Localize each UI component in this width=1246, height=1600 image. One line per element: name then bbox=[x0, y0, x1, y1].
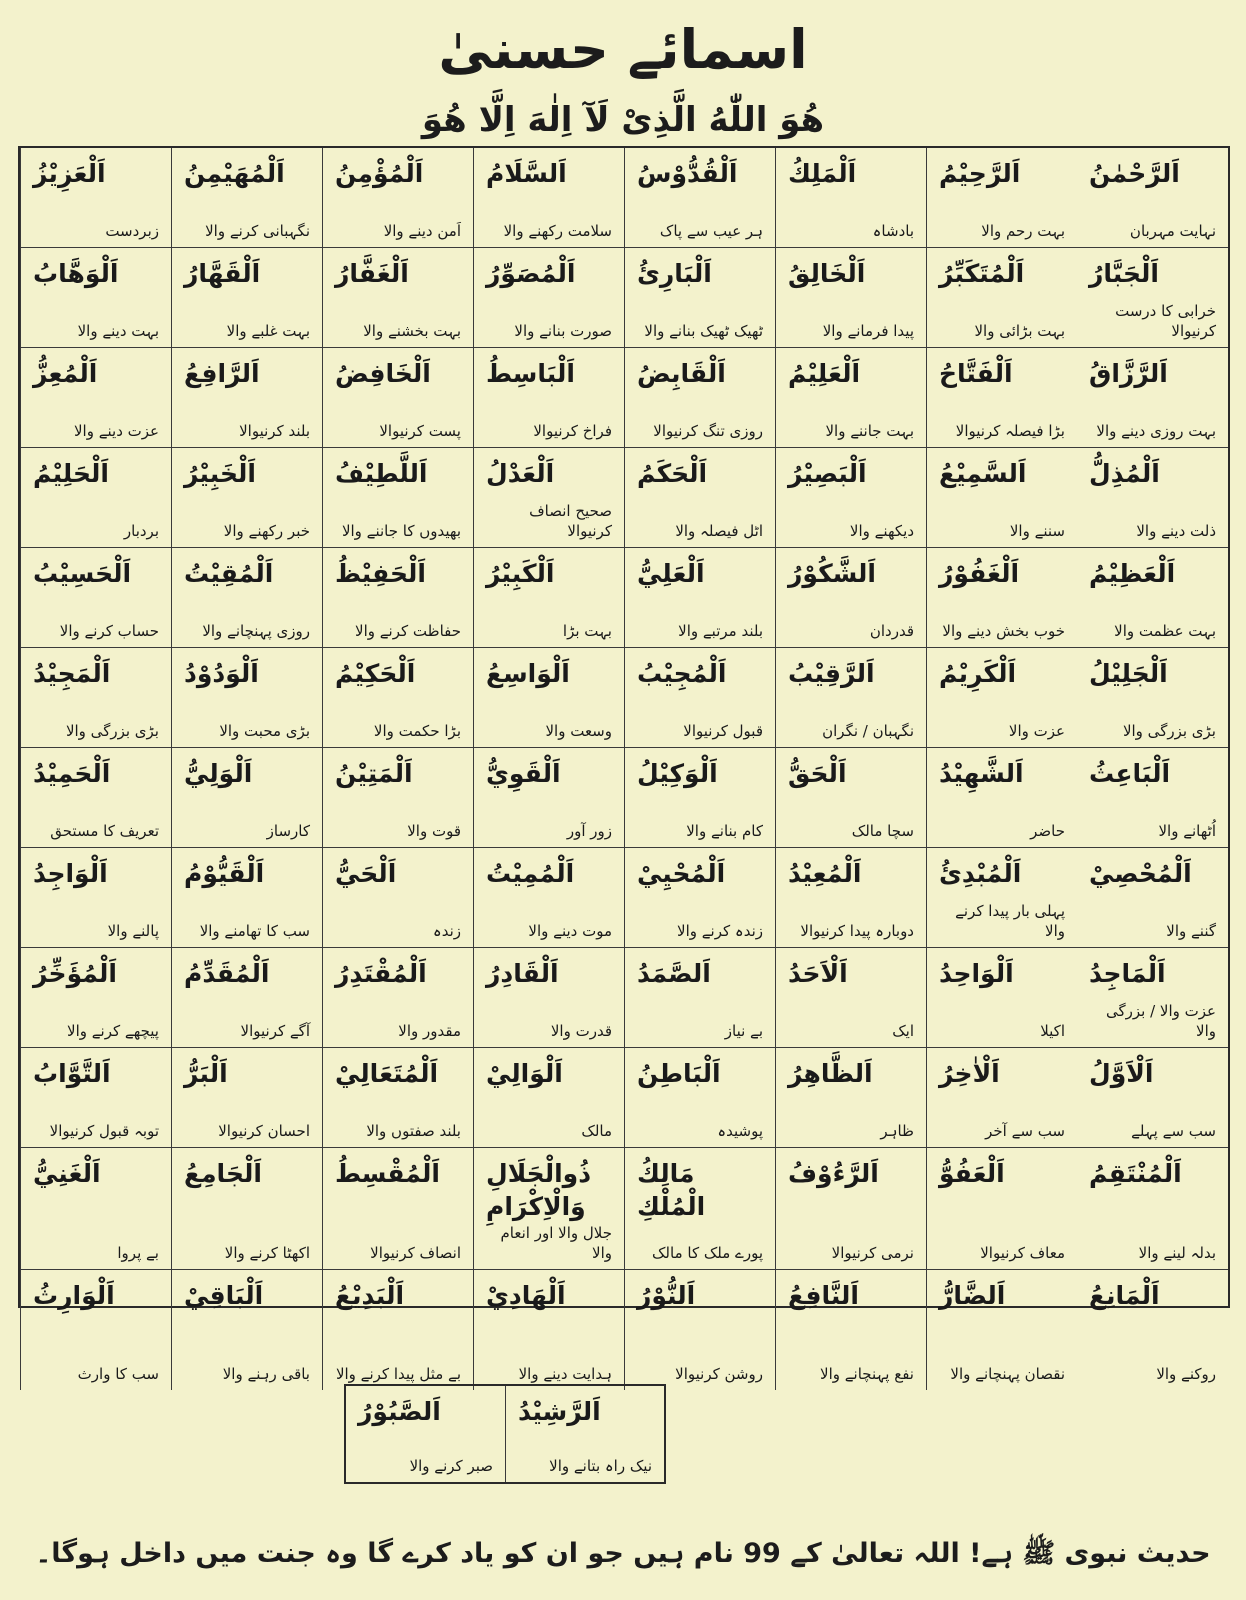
divine-name: اَلْخَبِيْرُ bbox=[184, 459, 256, 488]
name-meaning: کارساز bbox=[266, 821, 310, 840]
divine-name: اَلسَّمِيْعُ bbox=[939, 459, 1027, 488]
name-meaning: سب کا تھامنے والا bbox=[199, 921, 310, 940]
name-meaning: سچا مالک bbox=[851, 821, 914, 840]
name-meaning: دوبارہ پیدا کرنیوالا bbox=[800, 921, 914, 940]
name-cell bbox=[624, 748, 775, 848]
divine-name: اَلنَّافِعُ bbox=[788, 1281, 859, 1310]
name-cell bbox=[473, 148, 624, 248]
name-meaning: بہت غلبے والا bbox=[226, 321, 310, 340]
name-meaning: روکنے والا bbox=[1156, 1364, 1216, 1383]
name-cell bbox=[171, 1148, 322, 1270]
name-cell bbox=[322, 948, 473, 1048]
name-meaning: احسان کرنیوالا bbox=[218, 1121, 310, 1140]
name-cell bbox=[926, 748, 1077, 848]
name-meaning: ذلت دینے والا bbox=[1136, 521, 1216, 540]
divine-name: اَلْوَلِيُّ bbox=[184, 759, 253, 788]
divine-name: اَلْمُؤْمِنُ bbox=[335, 159, 424, 188]
name-cell bbox=[775, 548, 926, 648]
name-meaning: باقی رہنے والا bbox=[222, 1364, 310, 1383]
name-cell bbox=[1077, 448, 1228, 548]
name-meaning: بے پروا bbox=[117, 1243, 159, 1262]
name-meaning: زبردست bbox=[105, 221, 159, 240]
name-meaning: موت دینے والا bbox=[528, 921, 612, 940]
name-cell bbox=[926, 448, 1077, 548]
divine-name: اَلْمُقِيْتُ bbox=[184, 559, 274, 588]
name-cell bbox=[926, 248, 1077, 348]
name-cell bbox=[473, 948, 624, 1048]
name-meaning: بڑی بزرگی والا bbox=[1122, 721, 1216, 740]
divine-name: اَلرَّءُوْفُ bbox=[788, 1159, 879, 1188]
name-cell bbox=[624, 848, 775, 948]
name-meaning: قدردان bbox=[869, 621, 914, 640]
name-cell bbox=[1077, 1270, 1228, 1390]
hadith-footer: حدیث نبوی ﷺ ہے! اللہ تعالیٰ کے 99 نام ہیں جو ان کو یاد کرے گا وہ جنت میں داخل ہوگا۔ bbox=[35, 1538, 1211, 1569]
divine-name: اَلْقُدُّوْسُ bbox=[637, 159, 738, 188]
name-meaning: بلند مرتبے والا bbox=[678, 621, 763, 640]
divine-name: ذُوالْجَلَالِ وَالْاِكْرَامِ bbox=[486, 1159, 592, 1221]
divine-name: اَلْعَدْلُ bbox=[486, 459, 555, 488]
name-cell bbox=[624, 348, 775, 448]
name-cell bbox=[775, 648, 926, 748]
name-cell bbox=[473, 1270, 624, 1390]
name-meaning: نگہبان / نگران bbox=[822, 721, 914, 740]
name-meaning: پست کرنیوالا bbox=[379, 421, 461, 440]
name-cell bbox=[1077, 348, 1228, 448]
name-cell bbox=[624, 148, 775, 248]
divine-name: اَلْهَادِيْ bbox=[486, 1281, 566, 1310]
name-meaning: بڑا فیصلہ کرنیوالا bbox=[955, 421, 1065, 440]
name-cell bbox=[20, 1270, 171, 1390]
divine-name: اَلْمُصَوِّرُ bbox=[486, 259, 576, 288]
divine-name: اَلْمُتَعَالِيْ bbox=[335, 1059, 439, 1088]
divine-name: اَلرَّافِعُ bbox=[184, 359, 260, 388]
name-meaning: عزت والا bbox=[1008, 721, 1065, 740]
name-cell bbox=[775, 248, 926, 348]
name-cell bbox=[473, 648, 624, 748]
name-cell bbox=[20, 448, 171, 548]
name-cell bbox=[171, 948, 322, 1048]
divine-name: اَلنُّوْرُ bbox=[637, 1281, 696, 1310]
name-meaning: اکیلا bbox=[1040, 1021, 1065, 1040]
name-meaning: بلند کرنیوالا bbox=[239, 421, 310, 440]
divine-name: اَلْبَارِئُ bbox=[637, 259, 712, 288]
name-cell bbox=[775, 148, 926, 248]
divine-name: اَلْوَاسِعُ bbox=[486, 659, 570, 688]
divine-name: اَلْوَارِثُ bbox=[33, 1281, 115, 1310]
divine-name: اَلْوَاحِدُ bbox=[939, 959, 1014, 988]
name-cell bbox=[322, 248, 473, 348]
name-meaning: نرمی کرنیوالا bbox=[831, 1243, 914, 1262]
divine-name: اَلْوَدُوْدُ bbox=[184, 659, 259, 688]
name-cell bbox=[473, 348, 624, 448]
name-cell bbox=[926, 948, 1077, 1048]
name-cell bbox=[624, 648, 775, 748]
divine-name: اَلرَّحِيْمُ bbox=[939, 159, 1021, 188]
name-cell bbox=[171, 348, 322, 448]
name-cell bbox=[775, 1270, 926, 1390]
name-meaning: انصاف کرنیوالا bbox=[370, 1243, 461, 1262]
name-cell bbox=[1077, 548, 1228, 648]
divine-name: اَلْعَلِيْمُ bbox=[788, 359, 861, 388]
divine-name: اَلْغَنِيُّ bbox=[33, 1159, 101, 1188]
name-meaning: بہت جاننے والا bbox=[825, 421, 914, 440]
divine-name: اَلشَّهِيْدُ bbox=[939, 759, 1024, 788]
name-cell bbox=[926, 648, 1077, 748]
name-cell bbox=[926, 548, 1077, 648]
name-meaning: جلال والا اور انعام والا bbox=[500, 1224, 612, 1262]
name-meaning: بہت بڑا bbox=[562, 621, 612, 640]
name-meaning: خوب بخش دینے والا bbox=[942, 621, 1065, 640]
name-cell bbox=[473, 248, 624, 348]
name-cell bbox=[624, 1270, 775, 1390]
name-cell bbox=[775, 748, 926, 848]
divine-name: اَلْمُمِيْتُ bbox=[486, 859, 575, 888]
name-meaning: بڑی بزرگی والا bbox=[65, 721, 159, 740]
name-meaning: مالک bbox=[581, 1121, 612, 1140]
name-cell bbox=[322, 148, 473, 248]
divine-name: اَلْمُقْتَدِرُ bbox=[335, 959, 427, 988]
divine-name: اَلْقَهَّارُ bbox=[184, 259, 261, 288]
name-cell bbox=[775, 348, 926, 448]
divine-name: مَالِكُ الْمُلْكِ bbox=[637, 1159, 706, 1221]
name-cell bbox=[473, 448, 624, 548]
name-meaning: پہلی بار پیدا کرنے والا bbox=[955, 902, 1065, 940]
name-meaning: مقدور والا bbox=[398, 1021, 461, 1040]
name-meaning: صورت بنانے والا bbox=[514, 321, 612, 340]
name-meaning: اُٹھانے والا bbox=[1158, 821, 1216, 840]
divine-name: اَلْمُقْسِطُ bbox=[335, 1159, 440, 1188]
name-meaning: حفاظت کرنے والا bbox=[355, 621, 461, 640]
name-meaning: زندہ کرنے والا bbox=[677, 921, 763, 940]
divine-name: اَلْقَيُّوْمُ bbox=[184, 859, 265, 888]
divine-name: اَلْحَفِيْظُ bbox=[335, 559, 426, 588]
name-meaning: بے نیاز bbox=[724, 1021, 763, 1040]
divine-name: اَلْوَكِيْلُ bbox=[637, 759, 718, 788]
name-meaning: عزت والا / بزرگی والا bbox=[1105, 1002, 1216, 1040]
divine-name: اَلْقَوِيُّ bbox=[486, 759, 561, 788]
name-cell bbox=[171, 1048, 322, 1148]
name-meaning: سلامت رکھنے والا bbox=[503, 221, 612, 240]
name-cell bbox=[624, 1148, 775, 1270]
name-cell bbox=[1077, 948, 1228, 1048]
name-meaning: نیک راہ بتانے والا bbox=[549, 1456, 652, 1475]
divine-name: اَلْحَقُّ bbox=[788, 759, 847, 788]
name-meaning: سب سے پہلے bbox=[1131, 1121, 1216, 1140]
divine-name: اَلرَّقِيْبُ bbox=[788, 659, 875, 688]
name-cell bbox=[775, 1148, 926, 1270]
divine-name: اَلْمُؤَخِّرُ bbox=[33, 959, 117, 988]
name-meaning: خبر رکھنے والا bbox=[223, 521, 310, 540]
divine-name: اَلْبَاطِنُ bbox=[637, 1059, 721, 1088]
name-meaning: روشن کرنیوالا bbox=[675, 1364, 763, 1383]
divine-name: اَلْقَابِضُ bbox=[637, 359, 726, 388]
divine-name: اَلْمَجِيْدُ bbox=[33, 659, 111, 688]
name-cell bbox=[20, 1048, 171, 1148]
divine-name: اَلسَّلَامُ bbox=[486, 159, 567, 188]
divine-name: اَلْجَلِيْلُ bbox=[1089, 659, 1168, 688]
divine-name: اَلضَّارُّ bbox=[939, 1281, 1006, 1310]
name-meaning: ہدایت دینے والا bbox=[518, 1364, 612, 1383]
divine-name: اَلْمُحْيِيْ bbox=[637, 859, 726, 888]
name-cell bbox=[1077, 1148, 1228, 1270]
name-meaning: قدرت والا bbox=[550, 1021, 612, 1040]
name-meaning: زور آور bbox=[566, 821, 612, 840]
name-meaning: سب سے آخر bbox=[985, 1121, 1065, 1140]
divine-name: اَلْخَالِقُ bbox=[788, 259, 866, 288]
name-meaning: پالنے والا bbox=[107, 921, 159, 940]
name-meaning: بہت بڑائی والا bbox=[974, 321, 1065, 340]
name-cell bbox=[624, 448, 775, 548]
name-meaning: بہت عظمت والا bbox=[1114, 621, 1216, 640]
divine-name: اَلْحَيُّ bbox=[335, 859, 397, 888]
name-cell bbox=[171, 148, 322, 248]
name-cell bbox=[1077, 1048, 1228, 1148]
name-meaning: روزی پہنچانے والا bbox=[202, 621, 310, 640]
divine-name: اَلْقَادِرُ bbox=[486, 959, 559, 988]
name-meaning: حساب کرنے والا bbox=[59, 621, 159, 640]
divine-name: اَلْاٰخِرُ bbox=[939, 1059, 1000, 1088]
divine-name: اَلْجَبَّارُ bbox=[1089, 259, 1159, 288]
name-cell bbox=[171, 448, 322, 548]
divine-name: اَلْمُقَدِّمُ bbox=[184, 959, 270, 988]
divine-name: اَلْبَدِيْعُ bbox=[335, 1281, 405, 1310]
name-cell bbox=[171, 1270, 322, 1390]
divine-name: اَلصَّبُوْرُ bbox=[358, 1397, 441, 1426]
name-cell bbox=[171, 648, 322, 748]
name-cell bbox=[926, 848, 1077, 948]
name-cell bbox=[473, 748, 624, 848]
name-meaning: فراخ کرنیوالا bbox=[533, 421, 612, 440]
divine-name: اَلْحَسِيْبُ bbox=[33, 559, 132, 588]
name-meaning: بھیدوں کا جاننے والا bbox=[341, 521, 461, 540]
name-meaning: بڑی محبت والا bbox=[219, 721, 310, 740]
name-meaning: اَمن دینے والا bbox=[383, 221, 461, 240]
name-cell bbox=[322, 1148, 473, 1270]
name-meaning: بدلہ لینے والا bbox=[1138, 1243, 1216, 1262]
divine-name: اَلْمُعِيْدُ bbox=[788, 859, 862, 888]
divine-name: اَلْعَزِيْزُ bbox=[33, 159, 106, 188]
name-meaning: عزت دینے والا bbox=[73, 421, 159, 440]
name-cell bbox=[20, 648, 171, 748]
divine-name: اَلْكَبِيْرُ bbox=[486, 559, 555, 588]
name-cell bbox=[624, 948, 775, 1048]
name-cell bbox=[775, 848, 926, 948]
divine-name: اَلصَّمَدُ bbox=[637, 959, 711, 988]
name-meaning: ظاہر bbox=[880, 1121, 914, 1140]
divine-name: اَلْفَتَّاحُ bbox=[939, 359, 1013, 388]
extra-names-table bbox=[344, 1384, 666, 1484]
name-cell bbox=[926, 1148, 1077, 1270]
divine-name: اَلرَّشِيْدُ bbox=[518, 1397, 601, 1426]
name-cell bbox=[322, 848, 473, 948]
name-meaning: صحیح انصاف کرنیوالا bbox=[529, 502, 612, 540]
divine-name: اَلْوَهَّابُ bbox=[33, 259, 119, 288]
name-meaning: قوت والا bbox=[407, 821, 461, 840]
name-cell bbox=[775, 948, 926, 1048]
names-table bbox=[18, 146, 1230, 1383]
name-meaning: اٹل فیصلہ والا bbox=[675, 521, 763, 540]
name-meaning: آگے کرنیوالا bbox=[240, 1021, 310, 1040]
name-cell bbox=[20, 548, 171, 648]
divine-name: اَلْوَالِيْ bbox=[486, 1059, 563, 1088]
name-meaning: اکھٹا کرنے والا bbox=[224, 1243, 310, 1262]
name-cell bbox=[322, 648, 473, 748]
name-cell bbox=[624, 1048, 775, 1148]
name-cell bbox=[505, 1386, 664, 1482]
name-cell bbox=[322, 348, 473, 448]
divine-name: اَلْمُحْصِيْ bbox=[1089, 859, 1192, 888]
name-cell bbox=[20, 948, 171, 1048]
divine-name: اَلْبَرُّ bbox=[184, 1059, 228, 1088]
divine-name: اَلْحَكَمُ bbox=[637, 459, 708, 488]
name-meaning: ٹھیک ٹھیک بنانے والا bbox=[644, 321, 763, 340]
name-cell bbox=[1077, 748, 1228, 848]
divine-name: اَلْمُهَيْمِنُ bbox=[184, 159, 285, 188]
name-cell bbox=[1077, 148, 1228, 248]
name-cell bbox=[775, 448, 926, 548]
name-meaning: خرابی کا درست کرنیوالا bbox=[1115, 302, 1216, 340]
name-cell bbox=[322, 1048, 473, 1148]
divine-name: اَلْمُنْتَقِمُ bbox=[1089, 1159, 1182, 1188]
name-cell bbox=[322, 748, 473, 848]
name-meaning: پوشیدہ bbox=[717, 1121, 763, 1140]
divine-name: اَلْكَرِيْمُ bbox=[939, 659, 1017, 688]
name-meaning: بہت دینے والا bbox=[77, 321, 159, 340]
divine-name: اَلْحَكِيْمُ bbox=[335, 659, 416, 688]
name-cell bbox=[775, 1048, 926, 1148]
name-cell bbox=[20, 1148, 171, 1270]
name-meaning: قبول کرنیوالا bbox=[683, 721, 763, 740]
name-cell bbox=[473, 1048, 624, 1148]
name-meaning: کام بنانے والا bbox=[686, 821, 763, 840]
name-meaning: پیچھے کرنے والا bbox=[67, 1021, 159, 1040]
divine-name: اَلْمُعِزُّ bbox=[33, 359, 98, 388]
name-cell bbox=[926, 148, 1077, 248]
name-meaning: بہت رحم والا bbox=[981, 221, 1065, 240]
name-cell bbox=[20, 248, 171, 348]
name-cell bbox=[322, 1270, 473, 1390]
name-cell bbox=[322, 548, 473, 648]
divine-name: اَلْجَامِعُ bbox=[184, 1159, 262, 1188]
divine-name: اَلْمُبْدِئُ bbox=[939, 859, 1022, 888]
divine-name: اَلْمُجِيْبُ bbox=[637, 659, 727, 688]
name-cell bbox=[473, 848, 624, 948]
name-meaning: بہت بخشنے والا bbox=[363, 321, 461, 340]
divine-name: اَلْمَانِعُ bbox=[1089, 1281, 1160, 1310]
divine-name: اَلشَّكُوْرُ bbox=[788, 559, 877, 588]
name-meaning: نفع پہنچانے والا bbox=[820, 1364, 914, 1383]
divine-name: اَلْمَلِكُ bbox=[788, 159, 857, 188]
name-meaning: بادشاہ bbox=[872, 221, 914, 240]
page-title: اسمائے حسنیٰ bbox=[438, 18, 808, 81]
divine-name: اَلْوَاجِدُ bbox=[33, 859, 108, 888]
name-meaning: صبر کرنے والا bbox=[409, 1456, 493, 1475]
divine-name: اَلرَّزَّاقُ bbox=[1089, 359, 1168, 388]
divine-name: اَلرَّحْمٰنُ bbox=[1089, 159, 1180, 188]
divine-name: اَلْمَاجِدُ bbox=[1089, 959, 1166, 988]
name-cell bbox=[346, 1386, 505, 1482]
name-meaning: بہت روزی دینے والا bbox=[1096, 421, 1216, 440]
divine-name: اَلْحَمِيْدُ bbox=[33, 759, 111, 788]
name-meaning: پیدا فرمانے والا bbox=[822, 321, 914, 340]
name-meaning: معاف کرنیوالا bbox=[980, 1243, 1065, 1262]
name-meaning: بلند صفتوں والا bbox=[366, 1121, 461, 1140]
name-cell bbox=[1077, 848, 1228, 948]
divine-name: اَلْمُذِلُّ bbox=[1089, 459, 1160, 488]
name-meaning: حاضر bbox=[1030, 821, 1065, 840]
divine-name: اَلْعَلِيُّ bbox=[637, 559, 705, 588]
name-meaning: پورے ملک کا مالک bbox=[652, 1243, 763, 1262]
name-meaning: نقصان پہنچانے والا bbox=[950, 1364, 1065, 1383]
name-cell bbox=[926, 1270, 1077, 1390]
divine-name: اَلظَّاهِرُ bbox=[788, 1059, 873, 1088]
name-cell bbox=[171, 548, 322, 648]
name-cell bbox=[20, 148, 171, 248]
name-cell bbox=[20, 348, 171, 448]
divine-name: اَلْبَاعِثُ bbox=[1089, 759, 1171, 788]
divine-name: اَلْخَافِضُ bbox=[335, 359, 431, 388]
divine-name: اَلْعَفُوُّ bbox=[939, 1159, 1005, 1188]
divine-name: اَلْمَتِيْنُ bbox=[335, 759, 413, 788]
name-cell bbox=[171, 848, 322, 948]
name-cell bbox=[171, 748, 322, 848]
name-meaning: سننے والا bbox=[1009, 521, 1065, 540]
name-cell bbox=[926, 1048, 1077, 1148]
name-cell bbox=[926, 348, 1077, 448]
name-meaning: نگہبانی کرنے والا bbox=[205, 221, 310, 240]
page-subtitle: هُوَ اللّٰهُ الَّذِیْ لَآ اِلٰهَ اِلَّا هُوَ bbox=[421, 100, 825, 140]
name-cell bbox=[322, 448, 473, 548]
name-cell bbox=[624, 248, 775, 348]
name-meaning: بڑا حکمت والا bbox=[373, 721, 461, 740]
name-cell bbox=[624, 548, 775, 648]
divine-name: اَلْبَاسِطُ bbox=[486, 359, 575, 388]
divine-name: اَلْاَوَّلُ bbox=[1089, 1059, 1154, 1088]
name-cell bbox=[171, 248, 322, 348]
name-meaning: وسعت والا bbox=[545, 721, 612, 740]
name-meaning: بردبار bbox=[123, 521, 159, 540]
divine-name: اَللَّطِيْفُ bbox=[335, 459, 428, 488]
name-meaning: ہر عیب سے پاک bbox=[659, 221, 763, 240]
name-cell bbox=[20, 848, 171, 948]
name-meaning: دیکھنے والا bbox=[849, 521, 914, 540]
divine-name: اَلْعَظِيْمُ bbox=[1089, 559, 1176, 588]
divine-name: اَلْمُتَكَبِّرُ bbox=[939, 259, 1025, 288]
name-meaning: توبہ قبول کرنیوالا bbox=[49, 1121, 159, 1140]
name-meaning: زندہ bbox=[432, 921, 461, 940]
name-meaning: سب کا وارث bbox=[77, 1364, 159, 1383]
name-cell bbox=[20, 748, 171, 848]
name-meaning: بے مثل پیدا کرنے والا bbox=[335, 1364, 461, 1383]
name-meaning: گننے والا bbox=[1166, 921, 1216, 940]
name-meaning: تعریف کا مستحق bbox=[50, 821, 159, 840]
divine-name: اَلْحَلِيْمُ bbox=[33, 459, 109, 488]
name-meaning: نہایت مہربان bbox=[1129, 221, 1216, 240]
divine-name: اَلْغَفُوْرُ bbox=[939, 559, 1020, 588]
divine-name: اَلْبَاقِيْ bbox=[184, 1281, 264, 1310]
divine-name: اَلْاَحَدُ bbox=[788, 959, 848, 988]
name-cell bbox=[473, 1148, 624, 1270]
name-cell bbox=[1077, 248, 1228, 348]
divine-name: اَلْغَفَّارُ bbox=[335, 259, 409, 288]
divine-name: اَلْبَصِيْرُ bbox=[788, 459, 867, 488]
name-meaning: ایک bbox=[892, 1021, 914, 1040]
divine-name: اَلتَّوَّابُ bbox=[33, 1059, 111, 1088]
name-cell bbox=[1077, 648, 1228, 748]
name-meaning: روزی تنگ کرنیوالا bbox=[653, 421, 763, 440]
name-cell bbox=[473, 548, 624, 648]
